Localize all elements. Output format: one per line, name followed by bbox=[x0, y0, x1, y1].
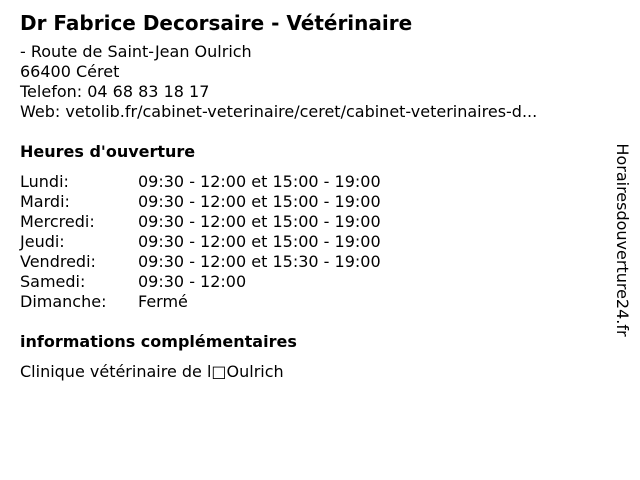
hours-row-tuesday bbox=[20, 192, 600, 212]
day-label: Dimanche: bbox=[20, 292, 107, 311]
brand-watermark: Horairesdouverture24.fr bbox=[613, 143, 632, 337]
web-line bbox=[20, 102, 600, 122]
day-label: Samedi: bbox=[20, 272, 86, 291]
time-range: 09:30 - 12:00 et 15:00 - 19:00 bbox=[138, 172, 381, 191]
hours-row-monday bbox=[20, 172, 600, 192]
hours-row-friday bbox=[20, 252, 600, 272]
info-text: Clinique vétérinaire de l□Oulrich bbox=[20, 362, 284, 381]
hours-row-sunday bbox=[20, 292, 600, 312]
time-range: 09:30 - 12:00 et 15:00 - 19:00 bbox=[138, 212, 381, 231]
hours-table bbox=[20, 172, 600, 312]
day-label: Jeudi: bbox=[20, 232, 65, 251]
time-range: Fermé bbox=[138, 292, 188, 311]
business-card bbox=[20, 10, 600, 382]
city-line: 66400 Céret bbox=[20, 62, 120, 81]
hours-row-saturday bbox=[20, 272, 600, 292]
time-range: 09:30 - 12:00 et 15:00 - 19:00 bbox=[138, 232, 381, 251]
time-range: 09:30 - 12:00 et 15:30 - 19:00 bbox=[138, 252, 381, 271]
day-label: Mercredi: bbox=[20, 212, 95, 231]
day-label: Mardi: bbox=[20, 192, 70, 211]
time-range: 09:30 - 12:00 bbox=[138, 272, 247, 291]
hours-row-thursday bbox=[20, 232, 600, 252]
hours-row-wednesday bbox=[20, 212, 600, 232]
info-heading: informations complémentaires bbox=[20, 332, 297, 351]
phone-line bbox=[20, 82, 600, 102]
hours-heading: Heures d'ouverture bbox=[20, 142, 196, 161]
address-line: - Route de Saint-Jean Oulrich bbox=[20, 42, 252, 61]
day-label: Vendredi: bbox=[20, 252, 96, 271]
day-label: Lundi: bbox=[20, 172, 69, 191]
business-title: Dr Fabrice Decorsaire - Vétérinaire bbox=[20, 11, 413, 35]
phone-number[interactable]: 04 68 83 18 17 bbox=[87, 82, 210, 101]
phone-label: Telefon: bbox=[20, 82, 83, 101]
website-link[interactable]: vetolib.fr/cabinet-veterinaire/ceret/cabinet-veterinaires-d... bbox=[65, 102, 538, 121]
time-range: 09:30 - 12:00 et 15:00 - 19:00 bbox=[138, 192, 381, 211]
web-label: Web: bbox=[20, 102, 61, 121]
